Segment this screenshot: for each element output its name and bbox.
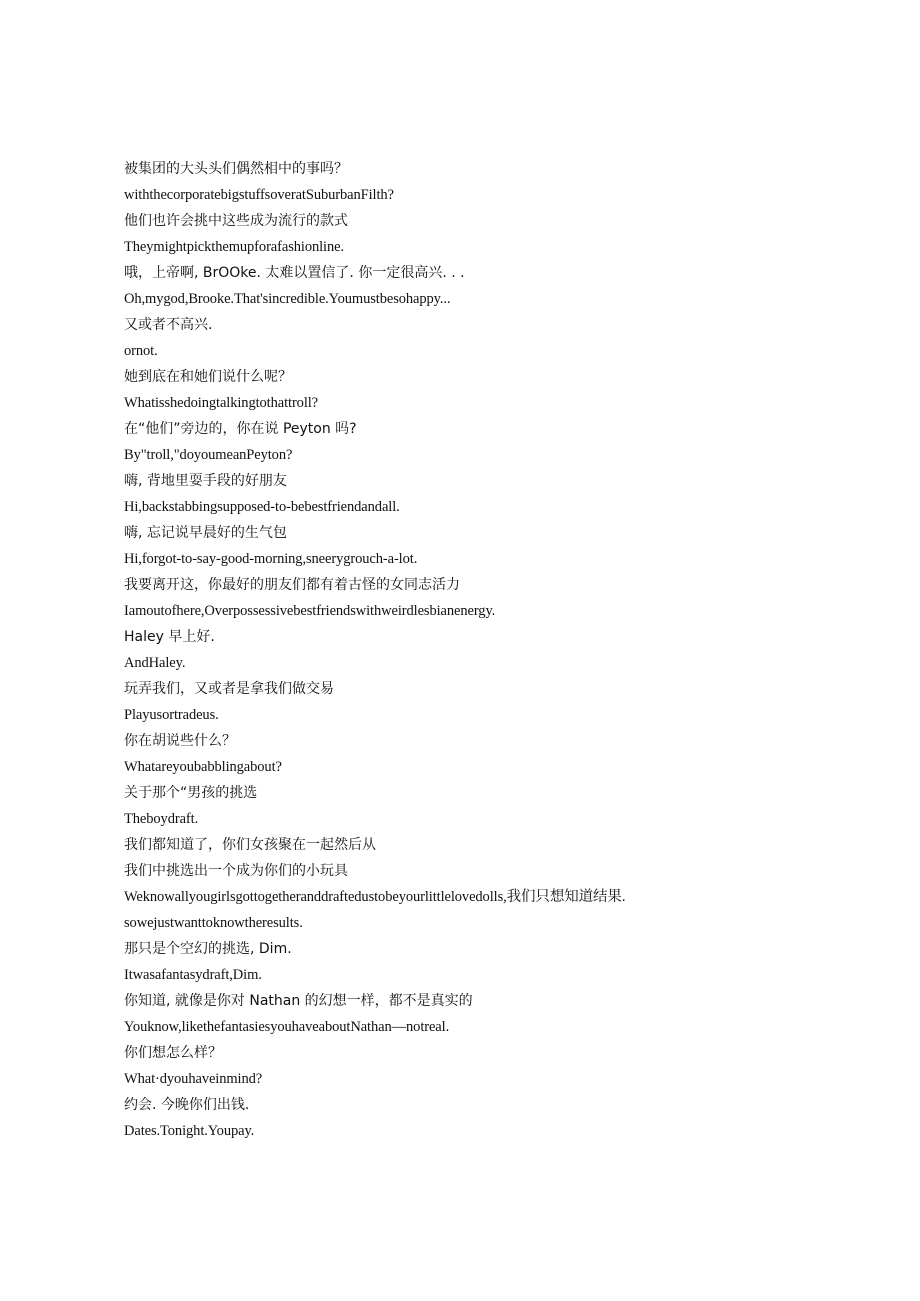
subtitle-line-en: Hi,forgot-to-say-good-morning,sneerygrouch-a-lot. xyxy=(124,551,418,567)
subtitle-line-en: Dates.Tonight.Youpay. xyxy=(124,1123,255,1139)
subtitle-line-zh: 又或者不高兴. xyxy=(124,317,213,333)
subtitle-line-en: Weknowallyougirlsgottogetheranddraftedustobeyourlittlelovedolls,我们只想知道结果. xyxy=(124,889,626,905)
subtitle-line-en: Iamoutofhere,Overpossessivebestfriendswithweirdlesbianenergy. xyxy=(124,603,496,619)
subtitle-line-en: By"troll,"doyoumeanPeyton? xyxy=(124,447,293,463)
subtitle-line-zh: 你知道, 就像是你对 Nathan 的幻想一样，都不是真实的 xyxy=(124,993,473,1009)
subtitle-line-en: ornot. xyxy=(124,343,158,359)
subtitle-line-en: Playusortradeus. xyxy=(124,707,219,723)
subtitle-line-zh: 关于那个“男孩的挑选 xyxy=(124,785,258,801)
subtitle-line-zh: 她到底在和她们说什么呢？ xyxy=(124,369,292,385)
subtitle-line-en: sowejustwanttoknowtheresults. xyxy=(124,915,303,931)
subtitle-line-zh: 他们也许会挑中这些成为流行的款式 xyxy=(124,213,348,229)
subtitle-line-zh: 那只是个空幻的挑选, Dim. xyxy=(124,941,292,957)
subtitle-line-en: What·dyouhaveinmind? xyxy=(124,1071,263,1087)
subtitle-line-zh: 嗨, 忘记说早晨好的生气包 xyxy=(124,525,287,541)
subtitle-line-en: AndHaley. xyxy=(124,655,186,671)
subtitle-line-en: Oh,mygod,Brooke.That'sincredible.Youmustbesohappy... xyxy=(124,291,451,307)
subtitle-line-en: Whatisshedoingtalkingtothattroll? xyxy=(124,395,319,411)
subtitle-line-zh: 在“他们”旁边的，你在说 Peyton 吗? xyxy=(124,421,357,437)
subtitle-line-zh: 你们想怎么样？ xyxy=(124,1045,222,1061)
subtitle-line-en: Theboydraft. xyxy=(124,811,199,827)
subtitle-line-zh: 被集团的大头头们偶然相中的事吗？ xyxy=(124,161,348,177)
subtitle-line-zh: Haley 早上好. xyxy=(124,629,215,645)
subtitle-line-zh: 约会. 今晚你们出钱. xyxy=(124,1097,250,1113)
subtitle-line-zh: 你在胡说些什么？ xyxy=(124,733,236,749)
subtitle-line-en: Theymightpickthemupforafashionline. xyxy=(124,239,344,255)
subtitle-line-zh: 玩弄我们，又或者是拿我们做交易 xyxy=(124,681,334,697)
subtitle-line-en: Whatareyoubabblingabout? xyxy=(124,759,282,775)
subtitle-line-zh: 我们都知道了，你们女孩聚在一起然后从 xyxy=(124,837,376,853)
subtitle-line-en: Itwasafantasydraft,Dim. xyxy=(124,967,262,983)
subtitle-line-zh: 哦，上帝啊, BrOOke. 太难以置信了. 你一定很高兴. . . xyxy=(124,265,465,281)
subtitle-line-zh: 我要离开这，你最好的朋友们都有着古怪的女同志活力 xyxy=(124,577,460,593)
subtitle-line-en: Youknow,likethefantasiesyouhaveaboutNathan—notreal. xyxy=(124,1019,450,1035)
subtitle-line-zh: 我们中挑选出一个成为你们的小玩具 xyxy=(124,863,348,879)
subtitle-line-zh: 嗨, 背地里耍手段的好朋友 xyxy=(124,473,287,489)
subtitle-line-en: withthecorporatebigstuffsoveratSuburbanFilth? xyxy=(124,187,394,203)
document-body xyxy=(124,156,864,1144)
subtitle-line-en: Hi,backstabbingsupposed-to-bebestfriendandall. xyxy=(124,499,400,515)
